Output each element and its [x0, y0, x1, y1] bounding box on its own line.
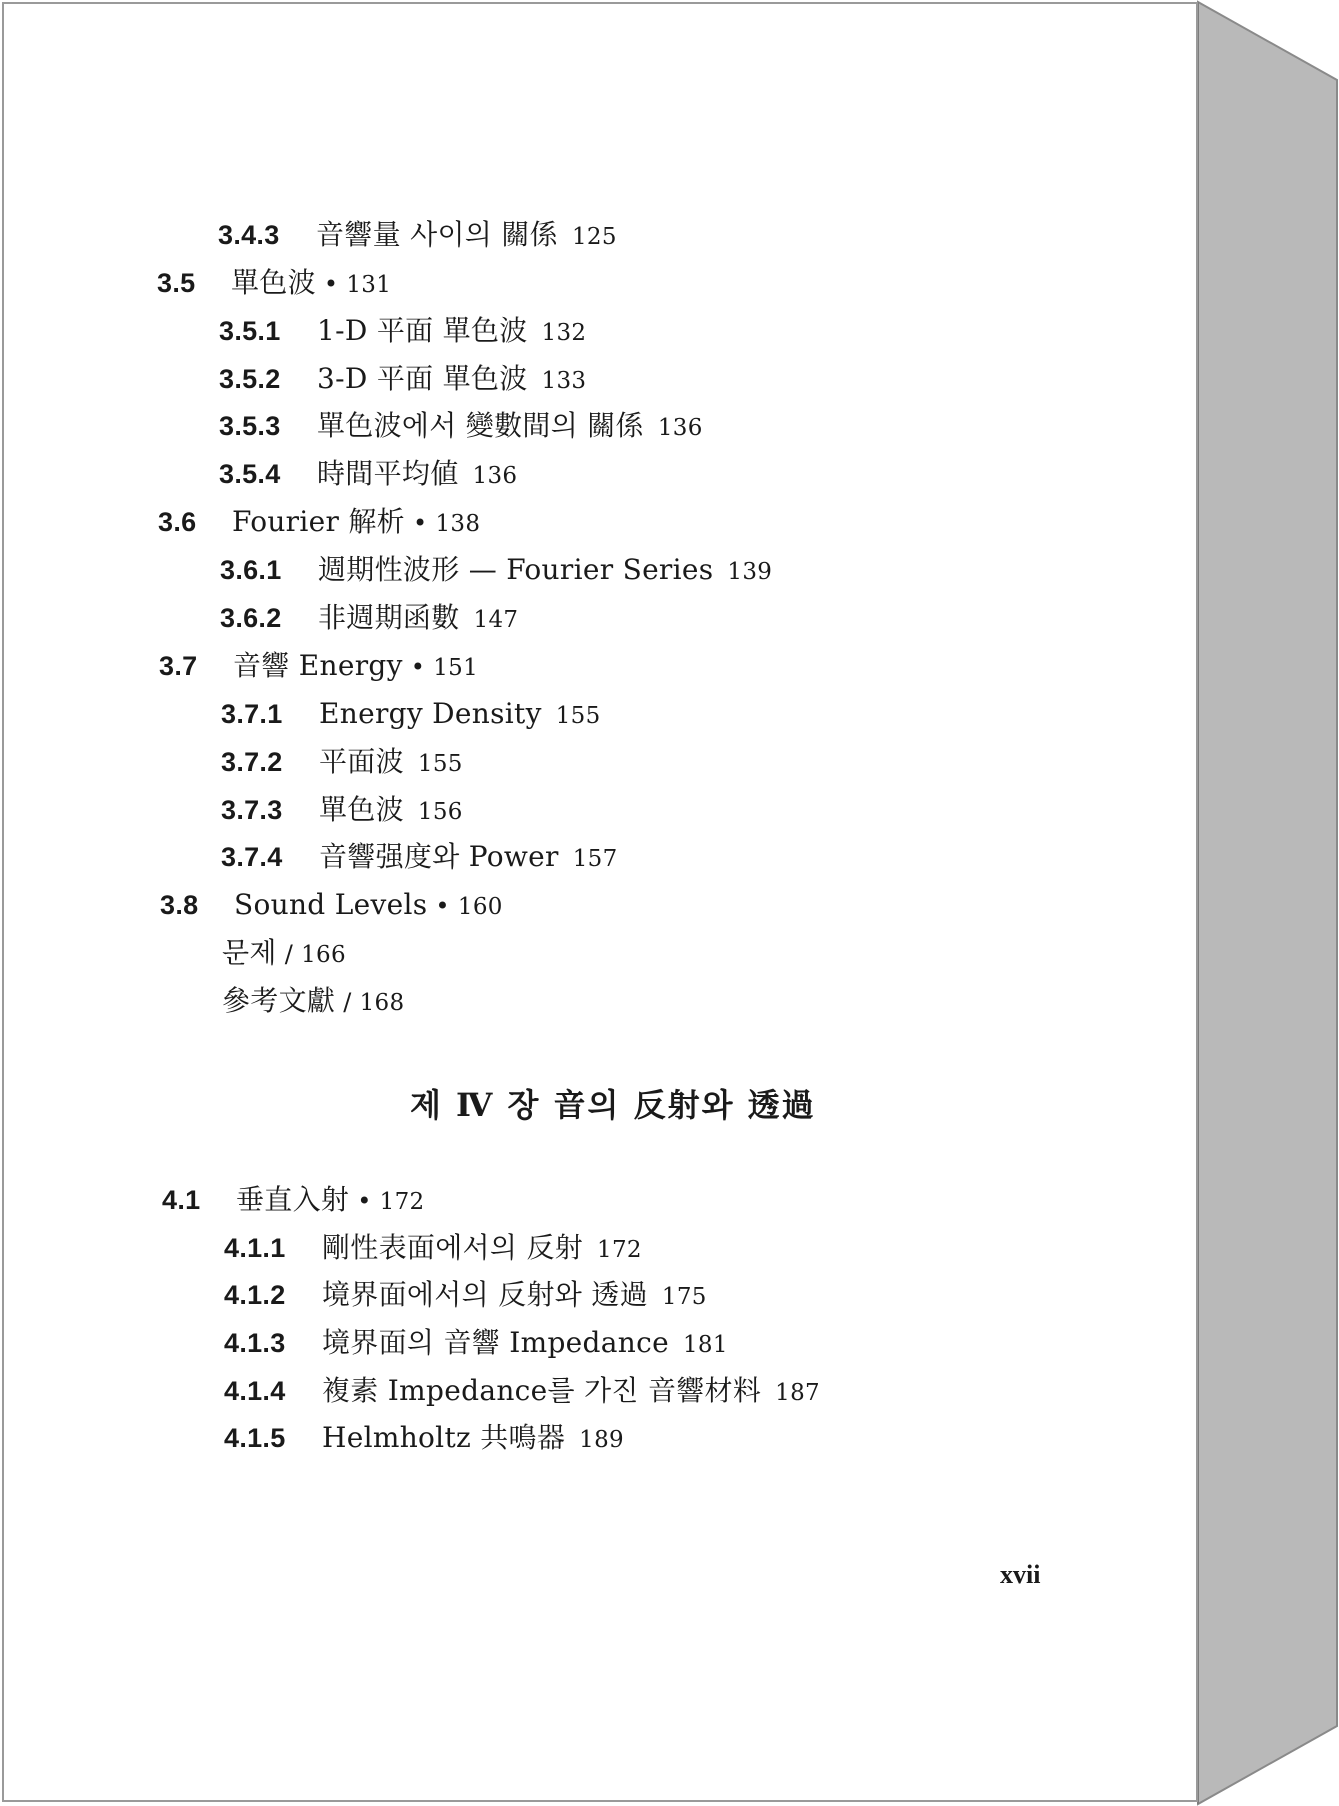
toc-entry-3-7	[159, 649, 478, 685]
entry-page: 175	[661, 1284, 707, 1310]
entry-page: 156	[417, 799, 463, 825]
entry-title: 時間平均値	[317, 457, 459, 490]
entry-title: Sound Levels	[234, 888, 428, 921]
entry-number: 3.8	[160, 890, 199, 920]
entry-title: 3-D 平面 單色波	[317, 362, 528, 395]
toc-entry-3-7-3	[221, 793, 463, 829]
entry-page: 136	[472, 463, 518, 489]
entry-title: 複素 Impedance를 가진 音響材料	[322, 1374, 762, 1407]
page-separator: •	[412, 509, 428, 537]
page-separator: /	[284, 940, 294, 968]
entry-title: 境界面에서의 反射와 透過	[322, 1278, 648, 1311]
entry-number: 3.7.3	[221, 795, 283, 825]
toc-entry-4-1-5	[224, 1421, 624, 1457]
entry-number: 3.5.2	[219, 364, 281, 394]
toc-entry-references	[222, 984, 404, 1020]
entry-page: 147	[473, 607, 519, 633]
entry-page: 189	[579, 1427, 624, 1453]
entry-title: 非週期函數	[318, 601, 460, 634]
entry-number: 3.5	[157, 268, 196, 298]
entry-page: 166	[301, 942, 346, 968]
toc-entry-4-1-4	[224, 1374, 820, 1410]
entry-page: 125	[571, 224, 617, 250]
page-separator: •	[435, 892, 450, 920]
entry-number: 4.1.3	[224, 1328, 286, 1358]
toc-entry-4-1-2	[224, 1278, 707, 1314]
entry-page: 181	[682, 1332, 728, 1358]
entry-number: 4.1	[162, 1185, 201, 1215]
entry-number: 4.1.2	[224, 1280, 286, 1310]
page-number: xvii	[1000, 1560, 1041, 1589]
toc-entry-problems	[222, 936, 346, 972]
entry-number: 3.7.4	[221, 842, 283, 872]
toc-entry-3-7-1	[221, 697, 601, 733]
entry-number: 3.7.1	[221, 699, 283, 729]
entry-title: Helmholtz 共鳴器	[322, 1421, 566, 1454]
toc-entry-3-7-4	[221, 840, 618, 876]
entry-number: 3.5.3	[219, 411, 281, 441]
entry-number: 4.1.4	[224, 1376, 286, 1406]
toc-entry-4-1-3	[224, 1326, 728, 1362]
toc-entry-4-1	[162, 1183, 424, 1219]
toc-entry-3-6	[158, 505, 480, 541]
entry-number: 3.6.1	[220, 555, 282, 585]
entry-title: 單色波	[231, 266, 316, 299]
toc-entry-3-6-2	[220, 601, 518, 637]
toc-entry-4-1-1	[224, 1231, 642, 1267]
entry-number: 4.1.1	[224, 1233, 286, 1263]
entry-number: 3.7	[159, 651, 198, 681]
toc-entry-3-5-1	[219, 314, 586, 350]
entry-title: Energy Density	[319, 697, 542, 730]
page-separator: /	[343, 988, 352, 1016]
entry-page: 172	[597, 1237, 642, 1263]
entry-number: 4.1.5	[224, 1423, 286, 1453]
entry-title: 單色波	[319, 793, 404, 826]
toc-entry-3-8	[160, 888, 503, 924]
toc-entry-3-5	[157, 266, 391, 302]
entry-title: 境界面의 音響 Impedance	[322, 1326, 669, 1359]
chapter-heading: 제 Ⅳ 장 音의 反射와 透過	[410, 1086, 816, 1124]
page-separator: •	[323, 270, 339, 298]
entry-page: 157	[572, 846, 618, 872]
entry-page: 133	[541, 368, 587, 394]
entry-page: 187	[775, 1380, 820, 1406]
entry-title: 平面波	[319, 745, 404, 778]
toc-entry-3-7-2	[221, 745, 463, 781]
entry-title: Fourier 解析	[232, 505, 405, 538]
entry-page: 155	[555, 703, 601, 729]
entry-page: 160	[457, 894, 503, 920]
entry-number: 3.6	[158, 507, 197, 537]
page-separator: •	[357, 1187, 372, 1215]
entry-number: 3.5.1	[219, 316, 281, 346]
entry-page: 172	[379, 1189, 425, 1215]
entry-number: 3.7.2	[221, 747, 283, 777]
entry-title: 剛性表面에서의 反射	[322, 1231, 584, 1264]
entry-page: 132	[541, 320, 587, 346]
toc-entry-3-6-1	[220, 553, 772, 589]
entry-page: 155	[417, 751, 463, 777]
entry-page: 168	[359, 990, 405, 1016]
entry-title: 單色波에서 變數間의 關係	[317, 409, 644, 442]
entry-number: 3.6.2	[220, 603, 282, 633]
toc-entry-3-5-3	[219, 409, 703, 445]
entry-title: 音響量 사이의 關係	[316, 218, 558, 251]
entry-number: 3.4.3	[218, 220, 280, 250]
entry-page: 151	[433, 655, 479, 681]
entry-title: 週期性波形 — Fourier Series	[318, 553, 714, 586]
toc-entry-3-5-2	[219, 362, 586, 398]
entry-number: 3.5.4	[219, 459, 281, 489]
entry-page: 136	[657, 415, 703, 441]
entry-page: 138	[435, 511, 481, 537]
entry-page: 131	[346, 272, 392, 298]
toc-entry-3-4-3	[218, 218, 617, 254]
entry-title: 音響强度와 Power	[319, 840, 559, 873]
entry-page: 139	[727, 559, 773, 585]
entry-title: 문제	[222, 936, 277, 969]
entry-title: 1-D 平面 單色波	[317, 314, 528, 347]
entry-title: 音響 Energy	[233, 649, 403, 682]
entry-title: 參考文獻	[222, 984, 336, 1017]
toc-entry-3-5-4	[219, 457, 517, 493]
page-separator: •	[410, 653, 426, 681]
entry-title: 垂直入射	[236, 1183, 350, 1216]
